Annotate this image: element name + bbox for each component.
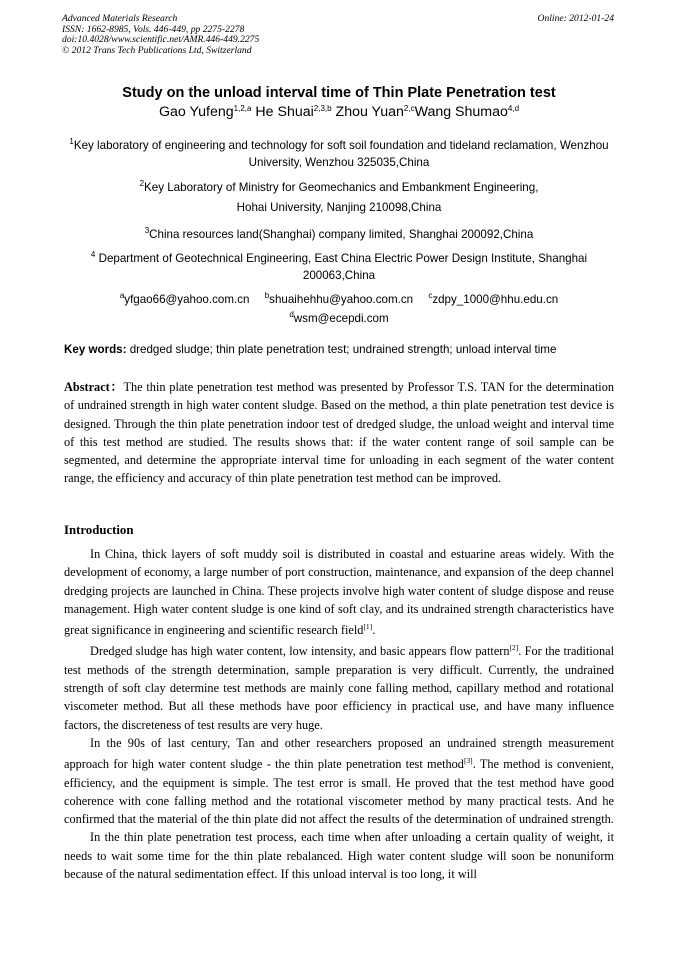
paragraph-text: In China, thick layers of soft muddy soil is distributed in coastal and estuarine areas widely. With the development of economy, a large number of port construction, maintenance, and expansion of the deep channel dredging projects are launched in China. These projects involve high water content of sludge dispose and reuse management. High water content sludge is one kind of soft clay, and its undrained strength characteristics have great significance in engineering and scientific research field — [64, 547, 614, 638]
email-address: zdpy_1000@hhu.edu.cn — [432, 293, 559, 306]
affiliation-text: Department of Geotechnical Engineering, East China Electric Power Design Institute, Shanghai 200063,China — [95, 252, 588, 282]
author-affil-mark: 1,2,a — [233, 104, 252, 113]
email-address: shuaihehhu@yahoo.com.cn — [269, 293, 414, 306]
issn-line: ISSN: 1662-8985, Vols. 446-449, pp 2275-2278 — [62, 23, 245, 35]
journal-header — [62, 14, 614, 57]
email-item — [265, 288, 413, 307]
affiliation-text: Hohai University, Nanjing 210098,China — [236, 201, 442, 214]
affiliation-mark: 2 — [139, 179, 145, 188]
author-affil-mark: 2,3,b — [313, 104, 332, 113]
author-affil-mark: 4,d — [507, 104, 520, 113]
paragraph — [64, 734, 614, 828]
email-item — [289, 307, 388, 326]
email-mark: b — [264, 291, 270, 300]
abstract — [64, 378, 614, 488]
paragraph-text: In the 90s of last century, Tan and other researchers proposed an undrained strength measurement approach for high water content sludge - the thin plate penetration test method — [64, 735, 614, 772]
email-address: yfgao66@yahoo.com.cn — [124, 293, 250, 306]
author-list — [0, 104, 678, 120]
affiliation-text: Key Laboratory of Ministry for Geomechanics and Embankment Engineering, — [144, 181, 539, 194]
keywords-label: Key words: — [64, 343, 127, 356]
email-list — [62, 288, 616, 326]
online-date: Online: 2012-01-24 — [537, 13, 614, 24]
email-mark: a — [119, 291, 125, 300]
affiliation-mark: 1 — [69, 137, 74, 146]
affiliation-mark: 3 — [144, 226, 150, 235]
affiliation-text: China resources land(Shanghai) company limited, Shanghai 200092,China — [149, 228, 534, 241]
citation: [1] — [363, 622, 373, 632]
introduction-body — [64, 545, 614, 883]
affiliation-3 — [62, 222, 616, 243]
email-mark: d — [289, 310, 294, 319]
email-address: wsm@ecepdi.com — [293, 312, 389, 325]
paragraph — [64, 828, 614, 883]
affiliation-1 — [62, 133, 616, 171]
keywords-text: dredged sludge; thin plate penetration test; undrained strength; unload interval time — [126, 343, 557, 356]
citation: [3] — [463, 756, 473, 766]
citation: [2] — [509, 643, 519, 653]
paragraph-text: Dredged sludge has high water content, low intensity, and basic appears flow pattern — [90, 644, 510, 659]
paragraph-text: . For the traditional test methods of the strength determination, sample preparation is very difficult. Currently, the undrained strength of soft clay determine test methods are mainly cone falling method, capillary method and rotational viscometer method. But all these methods have poor efficiency in practical use, and have many influence factors, the discreteness of test results are very huge. — [64, 644, 614, 732]
paragraph — [64, 545, 614, 639]
affiliation-4 — [62, 246, 616, 284]
author-name: He Shuai — [255, 104, 314, 120]
author-name: Gao Yufeng — [158, 104, 234, 120]
email-mark: c — [428, 291, 433, 300]
abstract-label: Abstract： — [64, 380, 124, 394]
email-item — [428, 288, 558, 307]
paragraph-text: . The method is convenient, efficiency, and the equipment is simple. The test error is small. He proved that the test method have good coherence with cone falling method and the rotational viscometer method by many practical tests. And he confirmed that the material of the thin plate did not affect the results of the determination of undrained strength. — [64, 757, 614, 827]
author-affil-mark: 2,c — [403, 104, 415, 113]
journal-name: Advanced Materials Research — [62, 13, 178, 24]
author-name: Zhou Yuan — [335, 104, 404, 120]
affiliation-2 — [62, 175, 616, 196]
affiliation-2-continued — [62, 199, 616, 216]
author-name: Wang Shumao — [414, 104, 508, 120]
introduction-heading: Introduction — [64, 523, 134, 537]
paragraph-text: . — [372, 623, 376, 638]
copyright-line: © 2012 Trans Tech Publications Ltd, Switzerland — [62, 45, 252, 57]
keywords — [64, 343, 620, 356]
paragraph — [64, 639, 614, 733]
email-item — [120, 288, 250, 307]
paper-title: Study on the unload interval time of Thin Plate Penetration test — [122, 85, 556, 101]
affiliation-text: Key laboratory of engineering and technology for soft soil foundation and tideland reclamation, Wenzhou University, Wenzhou 325035,China — [73, 139, 609, 169]
abstract-text: The thin plate penetration test method was presented by Professor T.S. TAN for the determination of undrained strength in high water content sludge. Based on the method, a thin plate penetration test device is designed. Through the thin plate penetration indoor test of dredged sludge, the unload weight and interval time of this test method are studied. The results shows that: if the water content range of soil sample can be segmented, and determine the appropriate interval time for unloading in each segment of the water content range, the efficiency and accuracy of thin plate penetration test method can be improved. — [64, 380, 614, 486]
affiliation-mark: 4 — [90, 250, 96, 259]
doi-line: doi:10.4028/www.scientific.net/AMR.446-449.2275 — [62, 34, 260, 46]
paragraph-text: In the thin plate penetration test process, each time when after unloading a certain quality of weight, it needs to wait some time for the thin plate rebalanced. High water content sludge will soon be nonuniform because of the natural sedimentation effect. If this unload interval is too long, it will — [64, 830, 614, 882]
